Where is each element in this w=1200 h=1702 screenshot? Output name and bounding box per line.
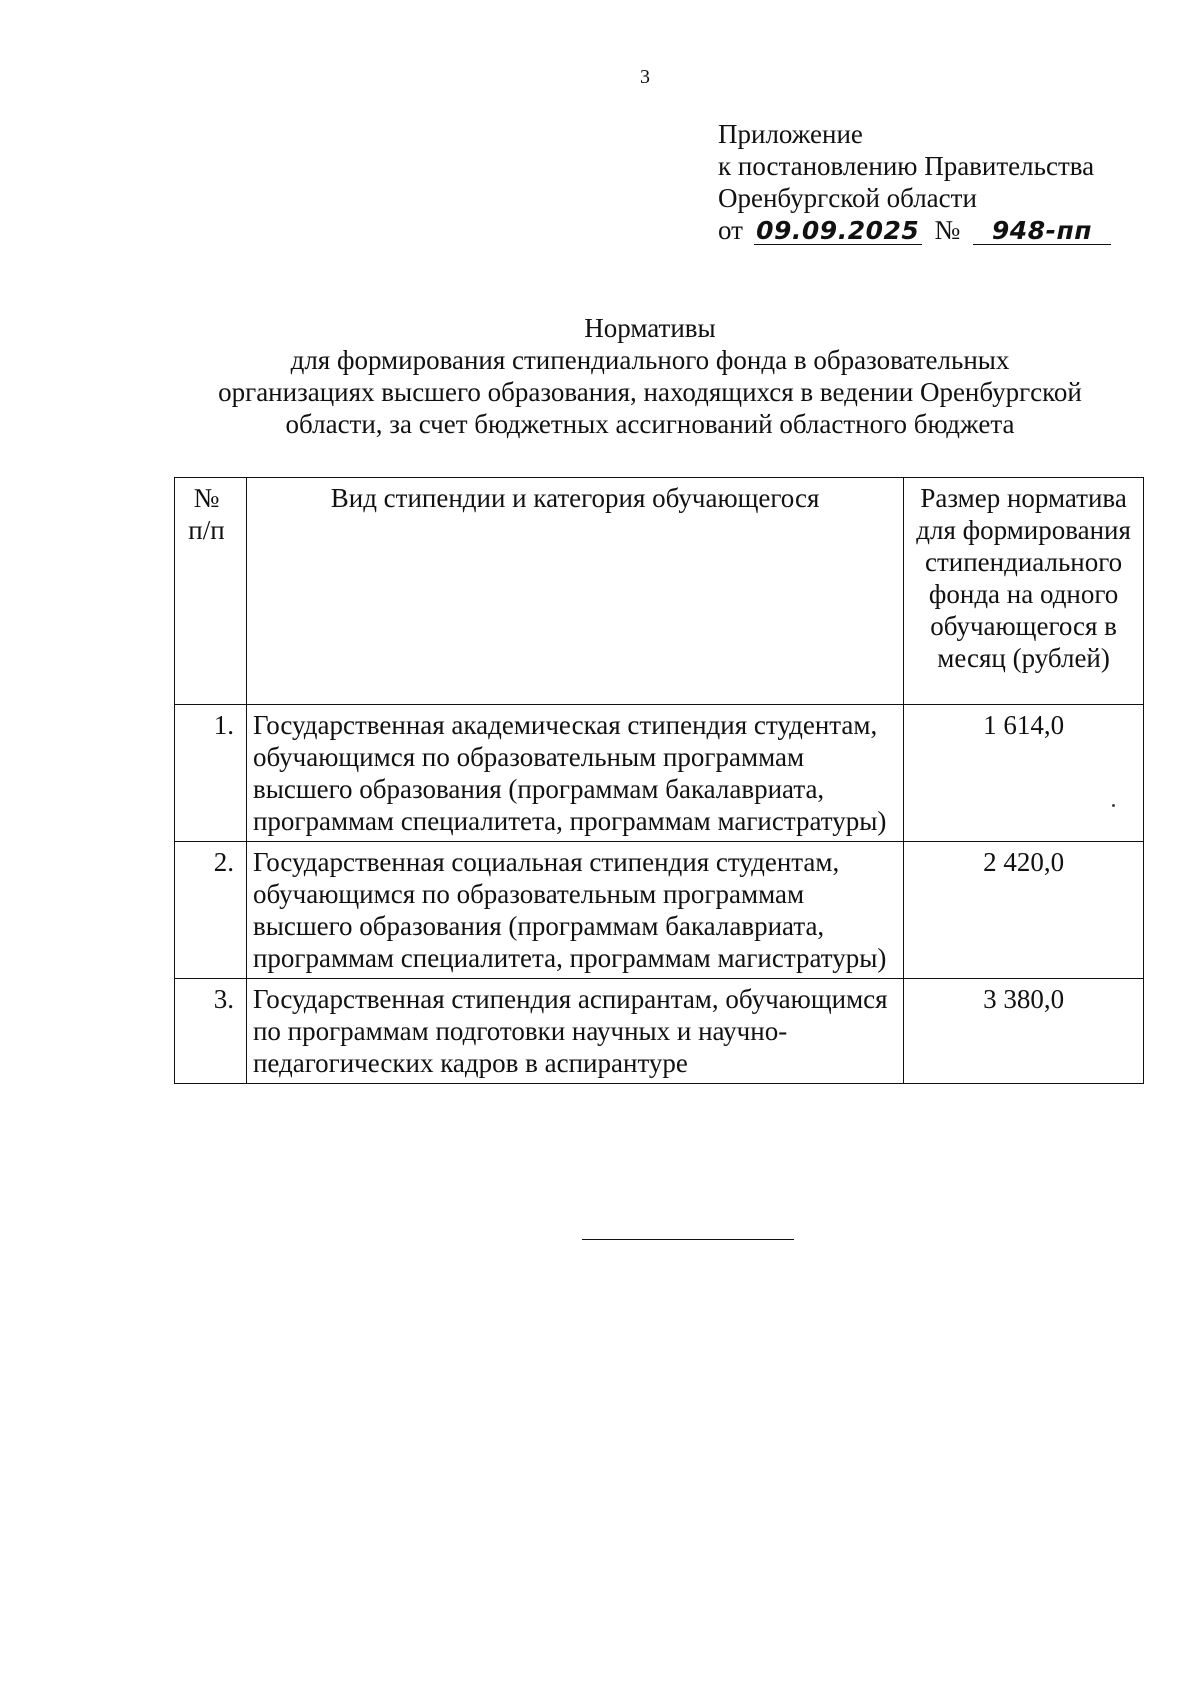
document-title bbox=[120, 312, 1180, 440]
header-value bbox=[904, 478, 1144, 705]
title-line-3: организациях высшего образования, находящихся в ведении Оренбургской bbox=[218, 377, 1082, 407]
row-number: 1. bbox=[175, 705, 247, 842]
row-scholarship-type: Государственная академическая стипендия студентам, обучающимся по образовательным программам высшего образования (программам бакалавриата, программам специалитета, программам магистратуры) bbox=[246, 705, 903, 842]
header-value-line: для формирования bbox=[916, 515, 1131, 545]
appendix-date-number-line bbox=[718, 214, 1111, 246]
header-value-line: стипендиального bbox=[925, 547, 1123, 577]
number-label: № bbox=[934, 215, 961, 245]
title-line-4: области, за счет бюджетных ассигнований областного бюджета bbox=[285, 409, 1015, 439]
title-line-1: Нормативы bbox=[584, 313, 716, 343]
header-value-line: обучающегося в bbox=[930, 611, 1117, 641]
table-row bbox=[175, 705, 1144, 842]
table-row bbox=[175, 979, 1144, 1084]
row-number: 3. bbox=[175, 979, 247, 1084]
appendix-line-1: Приложение bbox=[718, 119, 863, 149]
from-label: от bbox=[718, 215, 743, 245]
handwritten-date: 09.09.2025 bbox=[754, 218, 922, 245]
row-number: 2. bbox=[175, 842, 247, 979]
title-line-2: для формирования стипендиального фонда в образовательных bbox=[290, 345, 1010, 375]
row-norm-value: 1 614,0 bbox=[904, 705, 1144, 842]
row-norm-value: 3 380,0 bbox=[904, 979, 1144, 1084]
scan-speck bbox=[1112, 804, 1115, 807]
header-value-line: Размер норматива bbox=[920, 483, 1127, 513]
table-row bbox=[175, 842, 1144, 979]
table-header-row bbox=[175, 478, 1144, 705]
header-num-symbol: № bbox=[193, 483, 220, 513]
row-scholarship-type: Государственная стипендия аспирантам, обучающимся по программам подготовки научных и научно-педагогических кадров в аспирантуре bbox=[246, 979, 903, 1084]
header-value-line: фонда на одного bbox=[928, 579, 1119, 609]
appendix-block bbox=[718, 118, 1111, 246]
page-number: 3 bbox=[640, 66, 650, 88]
appendix-line-3: Оренбургской области bbox=[718, 183, 977, 213]
row-scholarship-type: Государственная социальная стипендия студентам, обучающимся по образовательным программам высшего образования (программам бакалавриата, программам специалитета, программам магистратуры) bbox=[246, 842, 903, 979]
header-value-line: месяц (рублей) bbox=[937, 643, 1110, 673]
norms-table bbox=[174, 477, 1144, 1084]
header-num bbox=[175, 478, 247, 705]
row-norm-value: 2 420,0 bbox=[904, 842, 1144, 979]
handwritten-number: 948-пп bbox=[973, 218, 1111, 245]
appendix-line-2: к постановлению Правительства bbox=[718, 151, 1095, 181]
header-num-pp: п/п bbox=[188, 515, 225, 545]
end-separator-line bbox=[582, 1239, 794, 1240]
header-name: Вид стипендии и категория обучающегося bbox=[246, 478, 903, 705]
